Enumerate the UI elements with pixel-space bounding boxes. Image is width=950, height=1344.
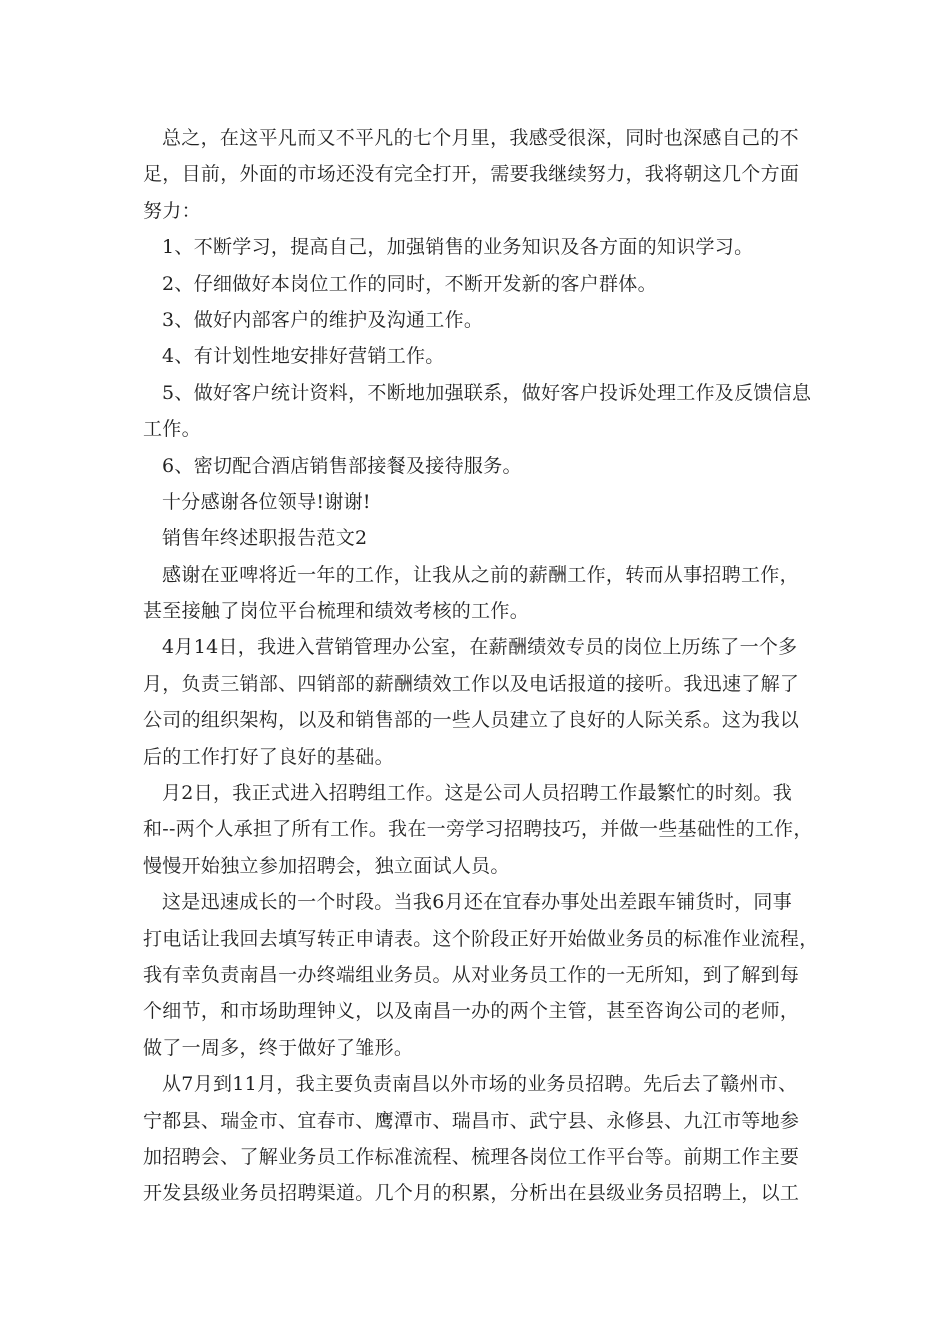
text-line: 开发县级业务员招聘渠道。几个月的积累，分析出在县级业务员招聘上，以工 — [143, 1182, 800, 1205]
text-line: 1、不断学习，提高自己，加强销售的业务知识及各方面的知识学习。 — [162, 236, 754, 259]
text-line: 打电话让我回去填写转正申请表。这个阶段正好开始做业务员的标准作业流程， — [143, 927, 819, 950]
text-line: 从7月到11月，我主要负责南昌以外市场的业务员招聘。先后去了赣州市、 — [162, 1073, 798, 1096]
text-line: 十分感谢各位领导!谢谢! — [162, 490, 371, 513]
text-line: 销售年终述职报告范文2 — [162, 527, 368, 550]
text-line: 总之，在这平凡而又不平凡的七个月里，我感受很深，同时也深感自己的不 — [162, 127, 799, 149]
text-line: 公司的组织架构，以及和销售部的一些人员建立了良好的人际关系。这为我以 — [143, 709, 800, 732]
text-line: 个细节，和市场助理钟义，以及南昌一办的两个主管，甚至咨询公司的老师， — [143, 1000, 800, 1023]
text-line: 2、仔细做好本岗位工作的同时，不断开发新的客户群体。 — [162, 272, 657, 295]
text-line: 我有幸负责南昌一办终端组业务员。从对业务员工作的一无所知，到了解到每 — [143, 963, 800, 986]
text-line: 月2日，我正式进入招聘组工作。这是公司人员招聘工作最繁忙的时刻。我 — [162, 782, 792, 805]
text-line: 后的工作打好了良好的基础。 — [143, 745, 394, 768]
text-line: 宁都县、瑞金市、宜春市、鹰潭市、瑞昌市、武宁县、永修县、九江市等地参 — [143, 1109, 800, 1132]
text-line: 4月14日，我进入营销管理办公室，在薪酬绩效专员的岗位上历练了一个多 — [162, 636, 798, 659]
text-line: 努力： — [143, 199, 201, 222]
text-line: 慢慢开始独立参加招聘会，独立面试人员。 — [143, 854, 510, 877]
text-line: 工作。 — [143, 418, 201, 441]
text-line: 4、有计划性地安排好营销工作。 — [162, 345, 445, 368]
text-line: 6、密切配合酒店销售部接餐及接待服务。 — [162, 454, 522, 477]
text-line: 5、做好客户统计资料，不断地加强联系，做好客户投诉处理工作及反馈信息 — [162, 381, 812, 404]
text-line: 加招聘会、了解业务员工作标准流程、梳理各岗位工作平台等。前期工作主要 — [143, 1145, 800, 1168]
text-line: 甚至接触了岗位平台梳理和绩效考核的工作。 — [143, 600, 530, 623]
text-line: 3、做好内部客户的维护及沟通工作。 — [162, 308, 484, 331]
text-line: 感谢在亚啤将近一年的工作，让我从之前的薪酬工作，转而从事招聘工作， — [162, 563, 799, 586]
text-line: 足，目前，外面的市场还没有完全打开，需要我继续努力，我将朝这几个方面 — [143, 163, 800, 186]
text-line: 和--两个人承担了所有工作。我在一旁学习招聘技巧，并做一些基础性的工作， — [143, 818, 813, 841]
document-page — [143, 120, 819, 1212]
text-line: 做了一周多，终于做好了雏形。 — [143, 1036, 414, 1059]
text-line: 这是迅速成长的一个时段。当我6月还在宜春办事处出差跟车铺货时，同事 — [162, 891, 792, 914]
text-line: 月，负责三销部、四销部的薪酬绩效工作以及电话报道的接听。我迅速了解了 — [143, 672, 800, 695]
